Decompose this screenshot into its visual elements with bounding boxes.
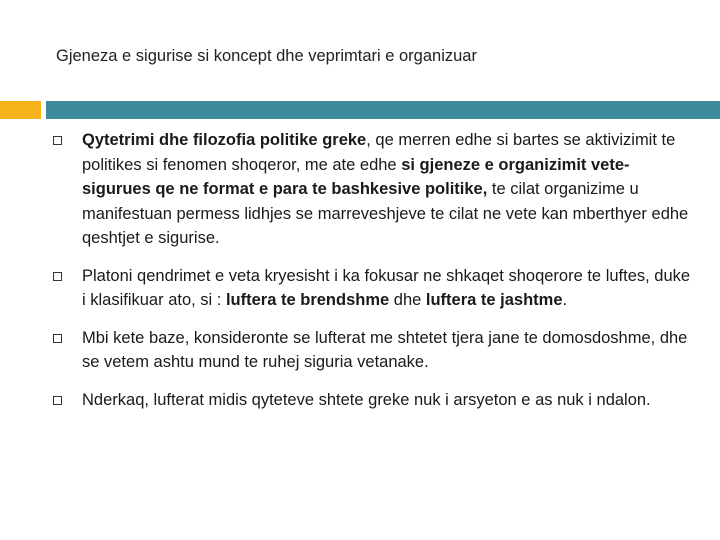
bullet-bold-text: Qytetrimi dhe filozofia politike greke [82, 131, 367, 149]
bullet-text: Platoni qendrimet e veta kryesisht i ka fokusar ne shkaqet shoqerore te luftes, duke i klasifikuar ato, si : [82, 266, 691, 309]
bullet-text: , qe merren edhe si bartes se aktivizimit te politikes si fenomen shoqeror, me ate edhe [82, 131, 676, 174]
bullet-text: Mbi kete baze, konsideronte se lufterat me shtetet tjera jane te domosdoshme, dhe se vetem ashtu mund te ruhej siguria vetanake. [82, 328, 688, 371]
bullet-list [48, 128, 698, 425]
square-bullet-icon [53, 136, 62, 145]
bullet-bold-text: si gjeneze e organizimit vete-sigurues qe ne format e para te bashkesive politike, [82, 155, 630, 198]
bullet-bold-text: luftera te jashtme [425, 291, 563, 309]
header-bar [46, 101, 720, 119]
square-bullet-icon [53, 272, 62, 281]
bullet-text: dhe [389, 291, 426, 309]
bullet-item [48, 388, 698, 413]
bullet-item [48, 264, 698, 313]
accent-bar [0, 101, 41, 119]
bullet-item [48, 326, 698, 375]
bullet-bold-text: luftera te brendshme [225, 291, 390, 309]
square-bullet-icon [53, 396, 62, 405]
bullet-item [48, 128, 698, 251]
bullet-text: te cilat organizime u manifestuan permess lidhjes se marreveshjeve te cilat ne vete kan mberthyer edhe qeshtjet e sigurise. [82, 180, 689, 247]
bullet-text: . [562, 291, 568, 309]
bullet-text: Nderkaq, lufterat midis qyteteve shtete greke nuk i arsyeton e as nuk i ndalon. [82, 390, 651, 409]
slide-title: Gjeneza e sigurise si koncept dhe veprimtari e organizuar [56, 47, 477, 65]
square-bullet-icon [53, 334, 62, 343]
